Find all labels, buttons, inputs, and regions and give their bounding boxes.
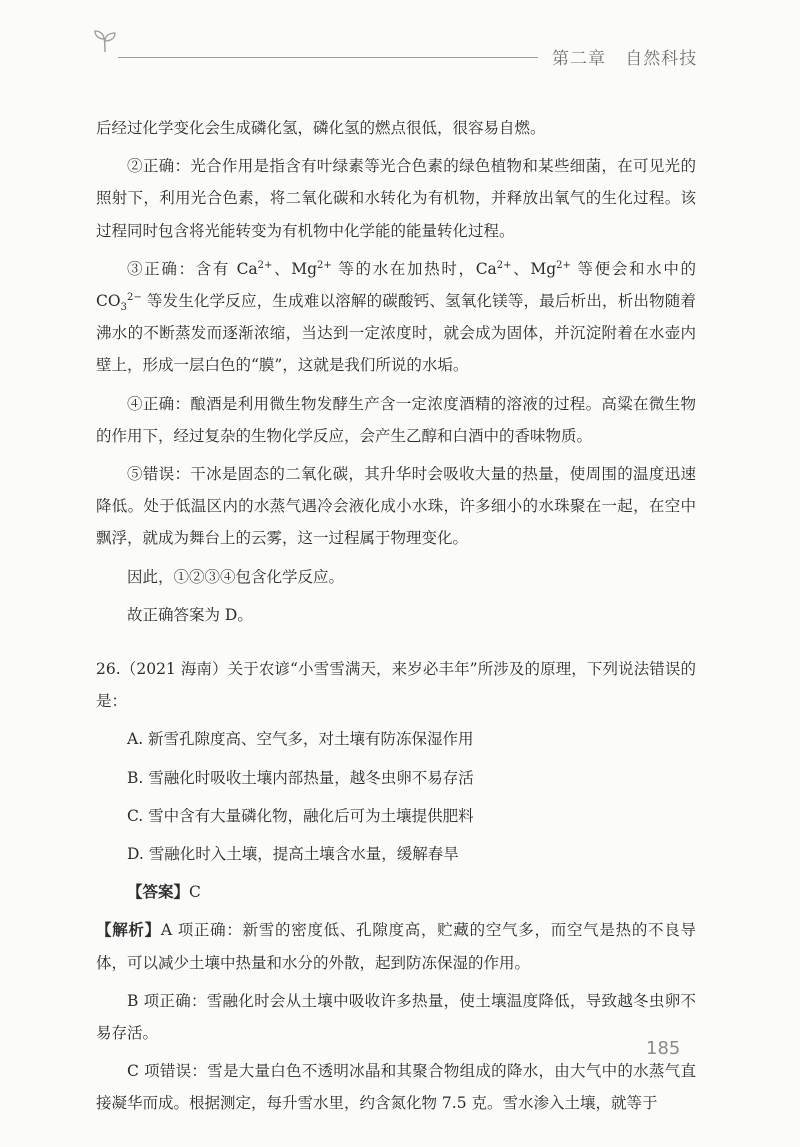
- p3-sup-b: 2+: [317, 259, 332, 271]
- analysis-label: 【解析】: [96, 920, 161, 940]
- paragraph-item-2: ②正确：光合作用是指含有叶绿素等光合色素的绿色植物和某些细菌，在可见光的照射下，利用光合色素，将二氧化碳和水转化为有机物，并释放出氧气的生化过程。该过程同时包含将光能转变为有机物中化学能的能量转化过程。: [96, 157, 696, 240]
- analysis-a: [96, 914, 696, 978]
- chapter-heading: [552, 44, 697, 69]
- paragraph-item-4: ④正确：酿酒是利用微生物发酵生产含一定浓度酒精的溶液的过程。高粱在微生物的作用下，经过复杂的生物化学反应，会产生乙醇和白酒中的香味物质。: [96, 394, 696, 445]
- answer-line: [96, 876, 696, 908]
- chapter-number: 第二章: [552, 49, 606, 69]
- paragraph-final-answer: 故正确答案为 D。: [127, 605, 253, 624]
- answer-value: C: [189, 883, 201, 902]
- question-stem: 26.（2021 海南）关于农谚“小雪雪满天，来岁必丰年”所涉及的原理，下列说法错误的是：: [96, 660, 696, 711]
- paragraph-intro: 后经过化学变化会生成磷化氢，磷化氢的燃点很低，很容易自燃。: [96, 119, 546, 137]
- page-body: [96, 112, 696, 1120]
- page-header: [0, 0, 800, 80]
- p3-sup-c: 2+: [496, 259, 512, 271]
- option-d: D. 雪融化时入土壤，提高土壤含水量，缓解春旱: [127, 845, 459, 864]
- sprout-icon: [92, 28, 118, 54]
- option-a: A. 新雪孔隙度高、空气多，对土壤有防冻保湿作用: [127, 730, 474, 749]
- option-b: B. 雪融化时吸收土壤内部热量，越冬虫卵不易存活: [127, 768, 474, 787]
- chapter-title: 自然科技: [625, 49, 698, 69]
- p3-text-e: 等便会和水中的 CO: [96, 259, 696, 311]
- header-rule: [118, 57, 538, 58]
- answer-label: 【答案】: [127, 882, 190, 902]
- p3-text-f: 等发生化学反应，生成难以溶解的碳酸钙、氢氧化镁等，最后析出，析出物随着沸水的不断蒸发而逐渐浓缩，当达到一定浓度时，就会成为固体，并沉淀附着在水壶内壁上，形成一层白色的“膜”，这就是我们所说的水垢。: [96, 292, 696, 375]
- analysis-a-text: A 项正确：新雪的密度低、孔隙度高，贮藏的空气多，而空气是热的不良导体，可以减少土壤中热量和水分的外散，起到防冻保湿的作用。: [96, 921, 696, 972]
- analysis-b: B 项正确：雪融化时会从土壤中吸收许多热量，使土壤温度降低，导致越冬虫卵不易存活。: [96, 991, 696, 1043]
- option-c: C. 雪中含有大量磷化物，融化后可为土壤提供肥料: [127, 806, 474, 825]
- p3-text-a: ③正确：含有 Ca: [127, 259, 258, 278]
- paragraph-conclusion: 因此，①②③④包含化学反应。: [127, 567, 345, 586]
- paragraph-item-3: [96, 253, 696, 382]
- paragraph-item-5: ⑤错误：干冰是固态的二氧化碳，其升华时会吸收大量的热量，使周围的温度迅速降低。处于低温区内的水蒸气遇冷会液化成小水珠，许多细小的水珠聚在一起，在空中飘浮，就成为舞台上的云雾，这一过程属于物理变化。: [96, 465, 696, 548]
- p3-sub-e: 3: [120, 302, 127, 314]
- p3-text-b: 、Mg: [272, 259, 318, 278]
- page-number: 185: [646, 1038, 681, 1059]
- p3-sup-d: 2+: [556, 259, 571, 271]
- p3-sup-e: 2−: [126, 291, 142, 303]
- p3-text-d: 、Mg: [511, 259, 557, 278]
- analysis-c: C 项错误：雪是大量白色不透明冰晶和其聚合物组成的降水，由大气中的水蒸气直接凝华而成。根据测定，每升雪水里，约含氮化物 7.5 克。雪水渗入土壤，就等于: [96, 1062, 696, 1113]
- p3-sup-a: 2+: [257, 259, 273, 271]
- p3-text-c: 等的水在加热时，Ca: [331, 259, 497, 278]
